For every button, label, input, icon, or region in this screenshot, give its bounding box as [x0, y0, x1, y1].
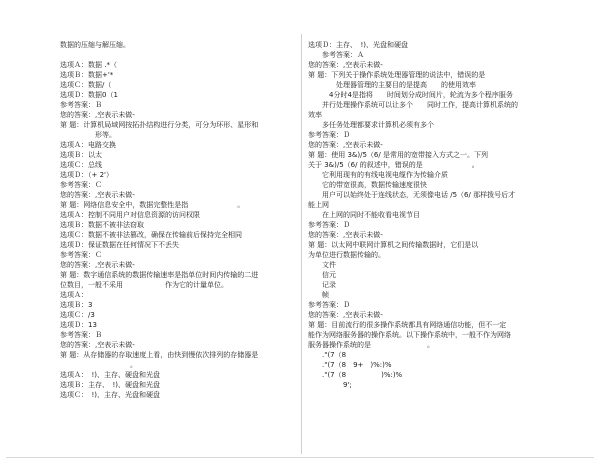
- text-line: ."(7（8 9+ )%:)%: [308, 361, 392, 369]
- text-line: 选项Ｃ： !)、主存、光盘和硬盘: [60, 391, 161, 399]
- text-line: 参考答案：Ｄ: [308, 301, 350, 309]
- text-line: 您的答案：,空表示未做-: [60, 111, 135, 119]
- text-line: 选项Ｃ：/3: [60, 311, 102, 319]
- text-line: 选项Ｄ：保证数据在任何情况下不丢失: [60, 241, 179, 249]
- text-line: 参考答案：Ａ: [308, 51, 364, 59]
- text-line: 记录: [308, 281, 336, 289]
- text-line: 第 题：目前流行的很多操作系统都具有网络通信功能，但不一定: [308, 321, 507, 329]
- text-line: 选项Ａ： !)、主存、硬盘和光盘: [60, 371, 161, 379]
- text-line: 为单位进行数据传输的。: [308, 251, 385, 259]
- text-line: 在上网的同时不能收看电视节目: [308, 211, 420, 219]
- text-line: 选项Ｂ：以太: [60, 151, 102, 159]
- text-line: ."(7（8 )%:)%: [308, 371, 403, 379]
- text-line: 您的答案：,空表示未做-: [60, 191, 135, 199]
- text-line: 选项Ｄ：13: [60, 321, 104, 329]
- text-line: 第 题：网络信息安全中，数据完整性是指 。: [60, 201, 245, 209]
- text-line: 效率: [308, 111, 322, 119]
- text-line: 位数目，一般不采用 作为它的计量单位。: [60, 281, 228, 289]
- text-line: 您的答案：,空表示未做-: [60, 261, 135, 269]
- text-line: 选项Ｂ：数据+'*: [60, 71, 114, 79]
- text-line: 第 题：计算机局域网按拓扑结构进行分类，可分为环形、星形和: [60, 121, 259, 129]
- text-line: 它利用现有的有线电视电缆作为传输介质: [308, 171, 448, 179]
- text-line: 选项Ｃ：数据不被非法篡改，确保在传输前后保持完全相同: [60, 231, 242, 239]
- right-column: [308, 40, 548, 390]
- text-line: 信元: [308, 271, 336, 279]
- text-line: 。: [60, 361, 137, 369]
- text-line: 参考答案：Ｃ: [60, 251, 102, 259]
- text-line: 选项Ｃ：总线: [60, 161, 102, 169]
- text-line: 并行处理操作系统可以让多个 同时工作，提高计算机系统的: [308, 101, 518, 109]
- text-line: 文件: [308, 261, 336, 269]
- text-line: 选项Ａ：: [60, 291, 113, 299]
- text-line: 能作为网络服务器的操作系统。以下操作系统中，一般不作为网络: [308, 331, 511, 339]
- text-line: 参考答案：Ｄ: [308, 221, 350, 229]
- text-line: [60, 50, 298, 60]
- text-line: 数据的压缩与解压缩。: [60, 41, 130, 49]
- text-line: 选项Ｃ：数据/（: [60, 81, 112, 89]
- text-line: 选项Ｂ：数据不被非法窃取: [60, 221, 144, 229]
- text-line: 能上网: [308, 201, 329, 209]
- text-line: 参考答案：Ｂ: [60, 331, 102, 339]
- text-line: 选项Ｂ：3: [60, 301, 107, 309]
- text-line: 您的答案：,空表示未做-: [308, 141, 383, 149]
- text-line: 您的答案：,空表示未做-: [308, 61, 383, 69]
- text-line: 选项Ａ：电路交换: [60, 141, 116, 149]
- text-line: 参考答案：Ｃ: [60, 181, 102, 189]
- text-line: 您的答案：,空表示未做-: [308, 311, 383, 319]
- text-line: 形等。: [60, 131, 116, 139]
- text-line: 第 题：数字通信系统的数据传输速率是指单位时间内传输的二进: [60, 271, 259, 279]
- text-line: 服务器操作系统的是 。: [308, 341, 434, 349]
- text-line: 多任务处理都要求计算机必须有多个: [308, 121, 448, 129]
- text-line: 选项Ａ：控制不同用户对信息资源的访问权限: [60, 211, 200, 219]
- bottom-rule: [6, 457, 594, 458]
- text-line: 帧: [308, 291, 329, 299]
- text-line: ."(7（8: [308, 351, 361, 359]
- text-line: 关于 3&)/5（6/ 的叙述中，错误的是 。: [308, 161, 479, 169]
- text-line: 第 题：使用 3&)/5（6/ 是常用的宽带接入方式之一。下列: [308, 151, 488, 159]
- text-line: 选项Ｄ：主存、 !)、光盘和硬盘: [308, 41, 409, 49]
- text-line: 选项Ａ：数据 .*（: [60, 61, 117, 69]
- text-line: 第 题：下列关于操作系统处理器管理的说法中，错误的是: [308, 71, 514, 79]
- text-line: 选项Ｂ：主存、 !)、硬盘和光盘: [60, 381, 161, 389]
- column-divider: [301, 34, 302, 454]
- text-line: 第 题：以太网中联网计算机之间传输数据时，它们是以: [308, 241, 514, 249]
- text-line: 用户可以始终处于连线状态，无须像电话 /5（6/ 那样拨号后才: [308, 191, 516, 199]
- text-line: 第 题：从存储器的存取速度上看，由快到慢依次排列的存储器是: [60, 351, 259, 359]
- text-line: 您的答案：,空表示未做-: [60, 341, 135, 349]
- left-column: [60, 40, 298, 400]
- text-line: 4分时4是指将 时间划分成时间片，轮流为多个程序服务: [308, 91, 513, 99]
- text-line: 选项Ｄ：（+ 2'）: [60, 171, 113, 179]
- text-line: 参考答案：Ｄ: [308, 131, 350, 139]
- text-line: 参考答案：Ｂ: [60, 101, 102, 109]
- text-line: 它的带宽很高，数据传输速度很快: [308, 181, 427, 189]
- text-line: 您的答案：,空表示未做-: [308, 231, 383, 239]
- text-line: 处理器管理的主要目的是提高 的使用效率: [308, 81, 476, 89]
- text-line: 9';: [308, 381, 352, 389]
- text-line: 选项Ｄ：数据0（1: [60, 91, 118, 99]
